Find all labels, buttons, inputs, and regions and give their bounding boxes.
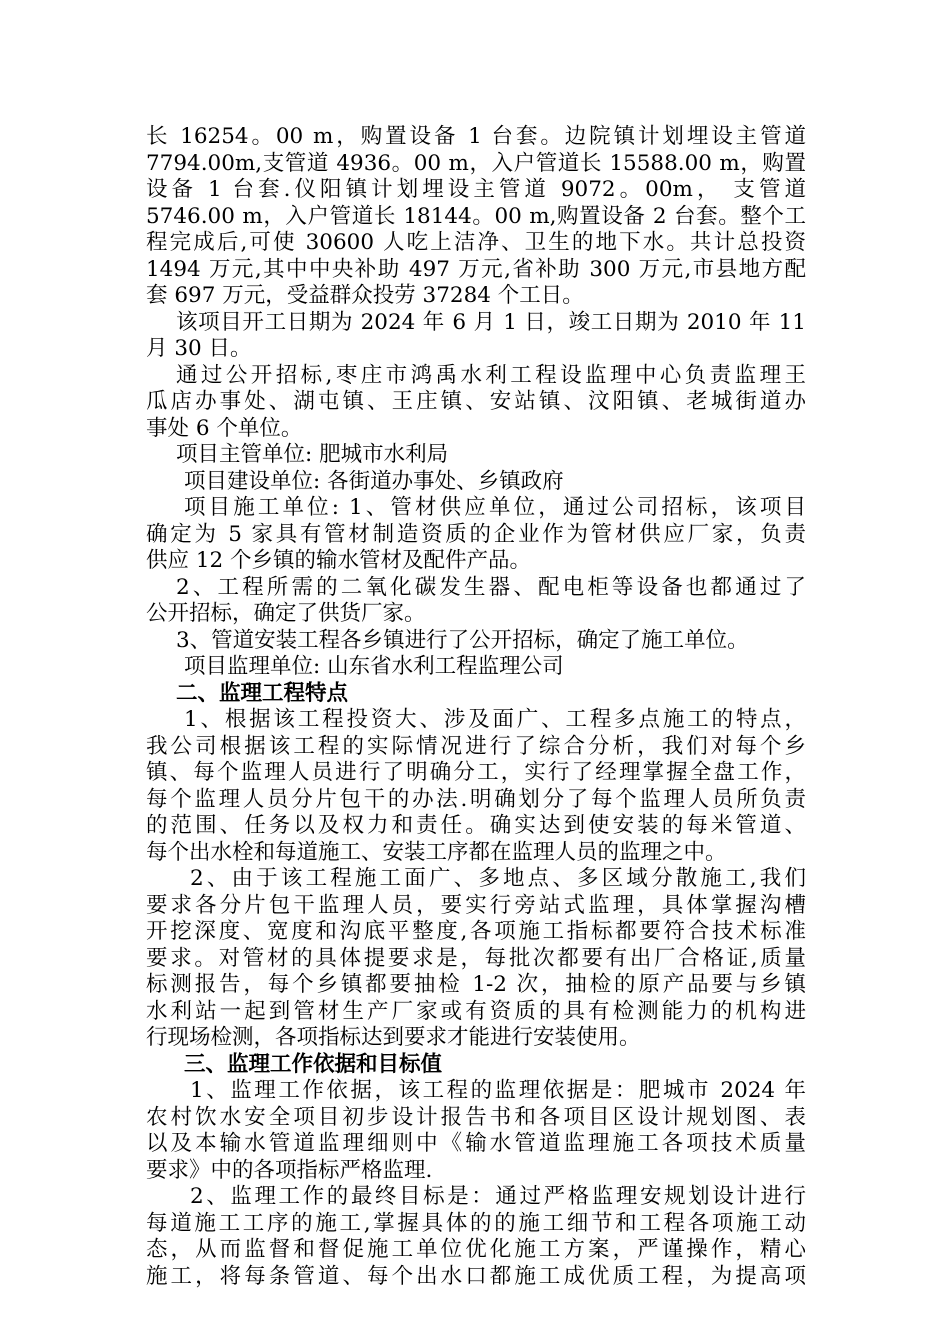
text-line: 要求。对管材的具体提要求是，每批次都要有出厂合格证,质量 (146, 945, 806, 971)
text-line: 每个出水栓和每道施工、安装工序都在监理人员的监理之中。 (146, 839, 727, 865)
text-line: 项目施工单位: 1、管材供应单位，通过公司招标，该项目 (184, 495, 806, 520)
text-line: 标测报告，每个乡镇都要抽检 1-2 次，抽检的原产品要与乡镇 (146, 972, 806, 997)
text-line: 镇、每个监理人员进行了明确分工，实行了经理掌握全盘工作， (146, 760, 806, 785)
text-line: 态，从而监督和督促施工单位优化施工方案，严谨操作，精心 (146, 1237, 806, 1262)
text-line: 7794.00m,支管道 4936。00 m，入户管道长 15588.00 m，购置 (146, 150, 806, 176)
text-line: 事处 6 个单位。 (146, 415, 303, 441)
text-line: 月 30 日。 (146, 336, 252, 361)
text-line: 通过公开招标,枣庄市鸿禹水利工程设监理中心负责监理王 (176, 362, 806, 388)
text-line: 套 697 万元，受益群众投劳 37284 个工日。 (146, 283, 584, 308)
text-line: 5746.00 m，入户管道长 18144。00 m,购置设备 2 台套。整个工 (146, 203, 806, 229)
section-heading: 二、监理工程特点 (176, 680, 349, 706)
document-page (146, 124, 806, 1290)
section-heading: 三、监理工作依据和目标值 (184, 1051, 443, 1077)
text-line: 1494 万元,其中中央补助 497 万元,省补助 300 万元,市县地方配 (146, 256, 806, 282)
text-line: 农村饮水安全项目初步设计报告书和各项目区设计规划图、表 (146, 1104, 806, 1130)
text-line: 1、根据该工程投资大、涉及面广、工程多点施工的特点， (184, 707, 806, 732)
text-line: 要求各分片包干监理人员，要实行旁站式监理，具体掌握沟槽 (146, 892, 806, 918)
text-line: 每道施工工序的施工,掌握具体的的施工细节和工程各项施工动 (146, 1210, 806, 1236)
text-line: 的范围、任务以及权力和责任。确实达到使安装的每米管道、 (146, 813, 806, 838)
text-line: 1、监理工作依据，该工程的监理依据是：肥城市 2024 年 (190, 1078, 806, 1103)
text-line: 以及本输水管道监理细则中《输水管道监理施工各项技术质量 (146, 1131, 806, 1156)
text-line: 项目主管单位: 肥城市水利局 (176, 442, 449, 467)
text-line: 我公司根据该工程的实际情况进行了综合分析，我们对每个乡 (146, 733, 806, 759)
text-line: 开挖深度、宽度和沟底平整度,各项施工指标都要符合技术标准 (146, 919, 806, 944)
text-line: 水利站一起到管材生产厂家或有资质的具有检测能力的机构进 (146, 998, 806, 1024)
text-line: 瓜店办事处、湖屯镇、王庄镇、安站镇、汶阳镇、老城街道办 (146, 389, 806, 414)
text-line: 该项目开工日期为 2024 年 6 月 1 日，竣工日期为 2010 年 11 (176, 309, 806, 335)
text-line: 要求》中的各项指标严格监理. (146, 1157, 433, 1183)
text-line: 长 16254。00 m，购置设备 1 台套。边院镇计划埋设主管道 (146, 124, 806, 149)
text-line: 2、工程所需的二氧化碳发生器、配电柜等设备也都通过了 (176, 574, 806, 600)
text-line: 公开招标，确定了供货厂家。 (146, 601, 426, 626)
text-line: 项目监理单位: 山东省水利工程监理公司 (184, 654, 564, 679)
text-line: 2、由于该工程施工面广、多地点、多区域分散施工,我们 (190, 866, 806, 891)
text-line: 程完成后,可使 30600 人吃上洁净、卫生的地下水。共计总投资 (146, 230, 806, 255)
text-line: 2、监理工作的最终目标是：通过严格监理安规划设计进行 (190, 1184, 806, 1209)
text-line: 3、管道安装工程各乡镇进行了公开招标，确定了施工单位。 (176, 627, 749, 653)
text-line: 项目建设单位: 各街道办事处、乡镇政府 (184, 468, 564, 494)
text-line: 行现场检测，各项指标达到要求才能进行安装使用。 (146, 1025, 641, 1050)
text-line: 供应 12 个乡镇的输水管材及配件产品。 (146, 548, 532, 573)
text-line: 设备 1 台套.仪阳镇计划埋设主管道 9072。00m， 支管道 (146, 177, 806, 202)
text-line: 每个监理人员分片包干的办法.明确划分了每个监理人员所负责 (146, 786, 806, 812)
text-line: 施工，将每条管道、每个出水口都施工成优质工程，为提高项 (146, 1263, 806, 1289)
text-line: 确定为 5 家具有管材制造资质的企业作为管材供应厂家，负责 (146, 521, 806, 547)
